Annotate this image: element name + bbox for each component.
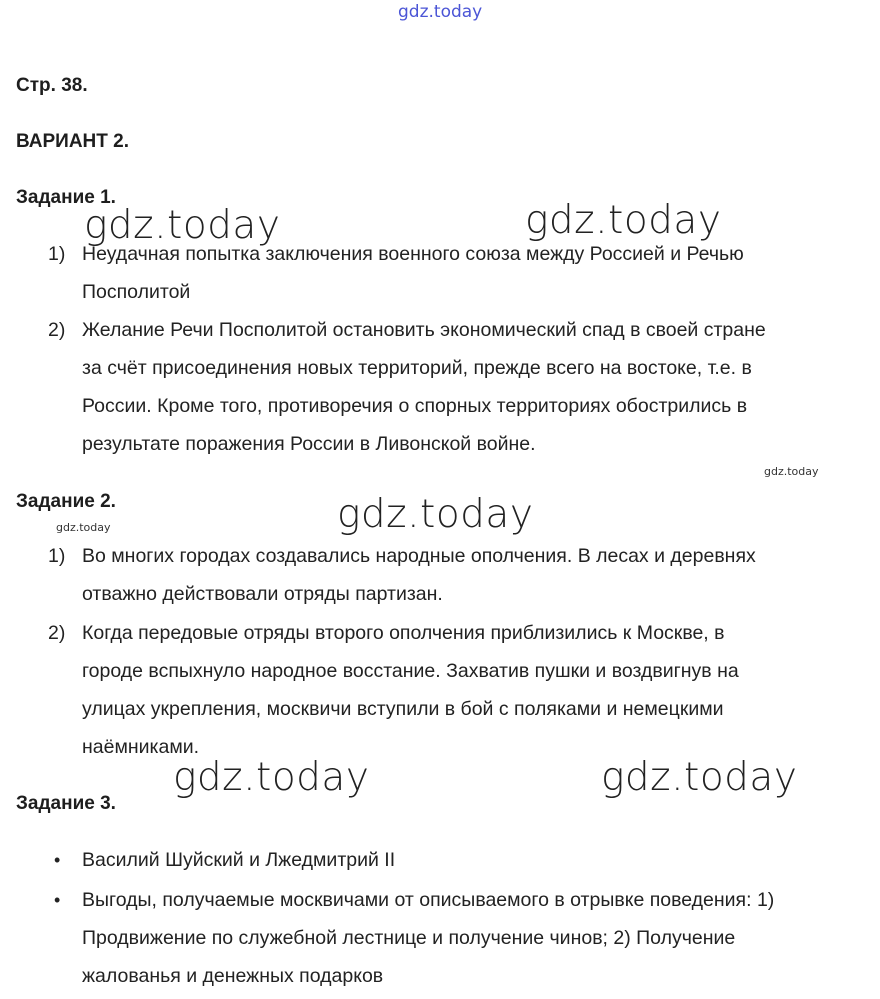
watermark-large: gdz.today (337, 492, 534, 537)
list-item-text: результате поражения России в Ливонской войне. (82, 433, 536, 455)
list-item-text: Выгоды, получаемые москвичами от описываемого в отрывке поведения: 1) (82, 889, 775, 911)
task-3-heading: Задание 3. (16, 793, 116, 814)
list-item-text: городе вспыхнуло народное восстание. Захватив пушки и воздвигнув на (82, 660, 739, 682)
watermark-large: gdz.today (601, 755, 798, 800)
watermark-small: gdz.today (764, 465, 819, 478)
list-item-text: России. Кроме того, противоречия о спорных территориях обострились в (82, 395, 748, 417)
list-item-text: улицах укрепления, москвичи вступили в бой с поляками и немецкими (82, 698, 724, 720)
list-item-text: за счёт присоединения новых территорий, прежде всего на востоке, т.е. в (82, 357, 752, 379)
list-marker: 2) (48, 622, 66, 644)
list-item (48, 614, 874, 766)
variant-heading: ВАРИАНТ 2. (16, 131, 129, 152)
list-item (48, 311, 874, 463)
list-marker: 1) (48, 545, 66, 567)
list-item-text: Когда передовые отряды второго ополчения приблизились к Москве, в (82, 622, 725, 644)
list-marker: 1) (48, 243, 66, 265)
page-title: Стр. 38. (16, 75, 88, 96)
bullet-marker: • (54, 890, 61, 910)
list-item-text: наёмниками. (82, 736, 200, 758)
task-1-heading: Задание 1. (16, 187, 116, 208)
list-item-text: Продвижение по служебной лестнице и получение чинов; 2) Получение (82, 927, 736, 949)
list-item-text: Желание Речи Посполитой остановить экономический спад в своей стране (82, 319, 766, 341)
list-item (48, 881, 874, 995)
watermark-large: gdz.today (173, 755, 370, 800)
list-marker: 2) (48, 319, 66, 341)
list-item (48, 841, 874, 879)
watermark-large: gdz.today (525, 198, 722, 243)
list-item-text: отважно действовали отряды партизан. (82, 583, 443, 605)
watermark-top: gdz.today (398, 2, 483, 22)
list-item (48, 537, 874, 613)
watermark-large: gdz.today (84, 203, 281, 248)
task-2-heading: Задание 2. (16, 491, 116, 512)
list-item-text: Неудачная попытка заключения военного союза между Россией и Речью (82, 243, 744, 265)
list-item-text: Василий Шуйский и Лжедмитрий II (82, 849, 396, 871)
list-item-text: Посполитой (82, 281, 191, 303)
list-item-text: Во многих городах создавались народные ополчения. В лесах и деревнях (82, 545, 756, 567)
bullet-marker: • (54, 850, 61, 870)
list-item-text: жалованья и денежных подарков (82, 965, 384, 987)
list-item (48, 235, 874, 311)
watermark-small: gdz.today (56, 521, 111, 534)
